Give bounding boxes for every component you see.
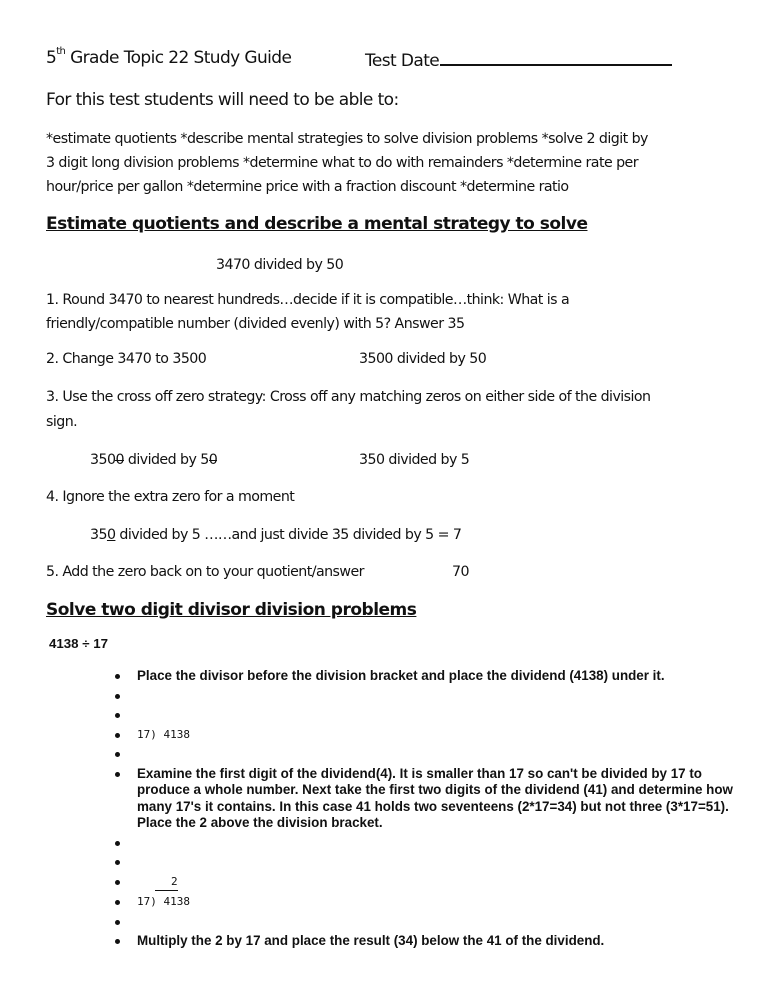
list-item-text: Examine the first digit of the dividend(4). It is smaller than 17 so can't be divided by 17 to produce a whole number. Next take the first two digits of the dividend (41) and determine how many 17's it contains. In this case 41 holds two seventeens (2*17=34) but not three (3*17=51). Place the 2 above the division bracket. <box>137 765 733 830</box>
example-number: 35 <box>90 527 107 543</box>
list-item-text: Place the divisor before the division bracket and place the dividend (4138) under it. <box>137 668 665 683</box>
long-division-setup: 17) 4138 <box>137 727 190 741</box>
step-4-example <box>90 527 461 543</box>
section-heading-estimate: Estimate quotients and describe a mental strategy to solve <box>46 214 588 234</box>
bullet-icon <box>115 674 120 679</box>
list-item <box>115 894 735 911</box>
bullet-icon <box>115 772 120 777</box>
underlined-zero: 0 <box>106 527 116 543</box>
list-item <box>115 874 735 892</box>
bullet-icon <box>115 733 120 738</box>
step-3-result: 350 divided by 5 <box>359 452 470 468</box>
objectives-line-1: *estimate quotients *describe mental strategies to solve division problems *solve 2 digit by <box>46 131 648 147</box>
crossed-example-text: divided by 5 <box>123 452 209 468</box>
crossed-zero: 0 <box>208 452 218 468</box>
quotient-digit: 2 <box>155 874 178 892</box>
list-item <box>115 668 735 685</box>
test-date-field <box>365 48 672 71</box>
objectives-line-2: 3 digit long division problems *determine what to do with remainders *determine rate per <box>46 155 639 171</box>
bullet-icon <box>115 920 120 925</box>
list-item <box>115 707 735 724</box>
list-item <box>115 727 735 744</box>
section-heading-two-digit: Solve two digit divisor division problems <box>46 600 417 620</box>
step-2-left: 2. Change 3470 to 3500 <box>46 351 207 367</box>
step-5-answer: 70 <box>452 564 469 580</box>
title-grade-number: 5 <box>46 48 57 68</box>
bullet-icon <box>115 880 120 885</box>
step-4: 4. Ignore the extra zero for a moment <box>46 489 295 505</box>
document-title <box>46 48 291 68</box>
list-item-text: Multiply the 2 by 17 and place the result (34) below the 41 of the dividend. <box>137 933 605 948</box>
title-text: Grade Topic 22 Study Guide <box>65 48 292 68</box>
intro-text: For this test students will need to be able to: <box>46 90 399 110</box>
bullet-icon <box>115 752 120 757</box>
step-1-line-1: 1. Round 3470 to nearest hundreds…decide if it is compatible…think: What is a <box>46 292 570 308</box>
bullet-icon <box>115 900 120 905</box>
bullet-icon <box>115 713 120 718</box>
list-item <box>115 854 735 871</box>
step-5-left: 5. Add the zero back on to your quotient/answer <box>46 564 364 580</box>
step-3-line-1: 3. Use the cross off zero strategy: Cross off any matching zeros on either side of the division <box>46 389 651 405</box>
objectives-line-3: hour/price per gallon *determine price with a fraction discount *determine ratio <box>46 179 569 195</box>
estimate-problem: 3470 divided by 50 <box>216 257 344 273</box>
test-date-label: Test Date <box>365 51 440 71</box>
bullet-icon <box>115 841 120 846</box>
step-2-right: 3500 divided by 50 <box>359 351 487 367</box>
list-item <box>115 835 735 852</box>
example-text: divided by 5 ……and just divide 35 divided by 5 = 7 <box>115 527 462 543</box>
crossed-zero: 0 <box>115 452 124 468</box>
list-item <box>115 746 735 763</box>
step-1-line-2: friendly/compatible number (divided evenly) with 5? Answer 35 <box>46 316 465 332</box>
list-item <box>115 933 735 950</box>
list-item <box>115 766 735 832</box>
long-division-setup: 17) 4138 <box>137 895 190 908</box>
crossed-example-number: 350 <box>90 452 116 468</box>
step-3-line-2: sign. <box>46 414 78 430</box>
division-steps-list <box>115 668 735 953</box>
list-item <box>115 688 735 705</box>
division-problem: 4138 ÷ 17 <box>49 636 109 651</box>
test-date-blank-line <box>440 48 672 66</box>
step-3-crossed-example <box>90 452 217 468</box>
list-item <box>115 914 735 931</box>
title-superscript: th <box>56 46 66 58</box>
bullet-icon <box>115 694 120 699</box>
bullet-icon <box>115 939 120 944</box>
bullet-icon <box>115 860 120 865</box>
